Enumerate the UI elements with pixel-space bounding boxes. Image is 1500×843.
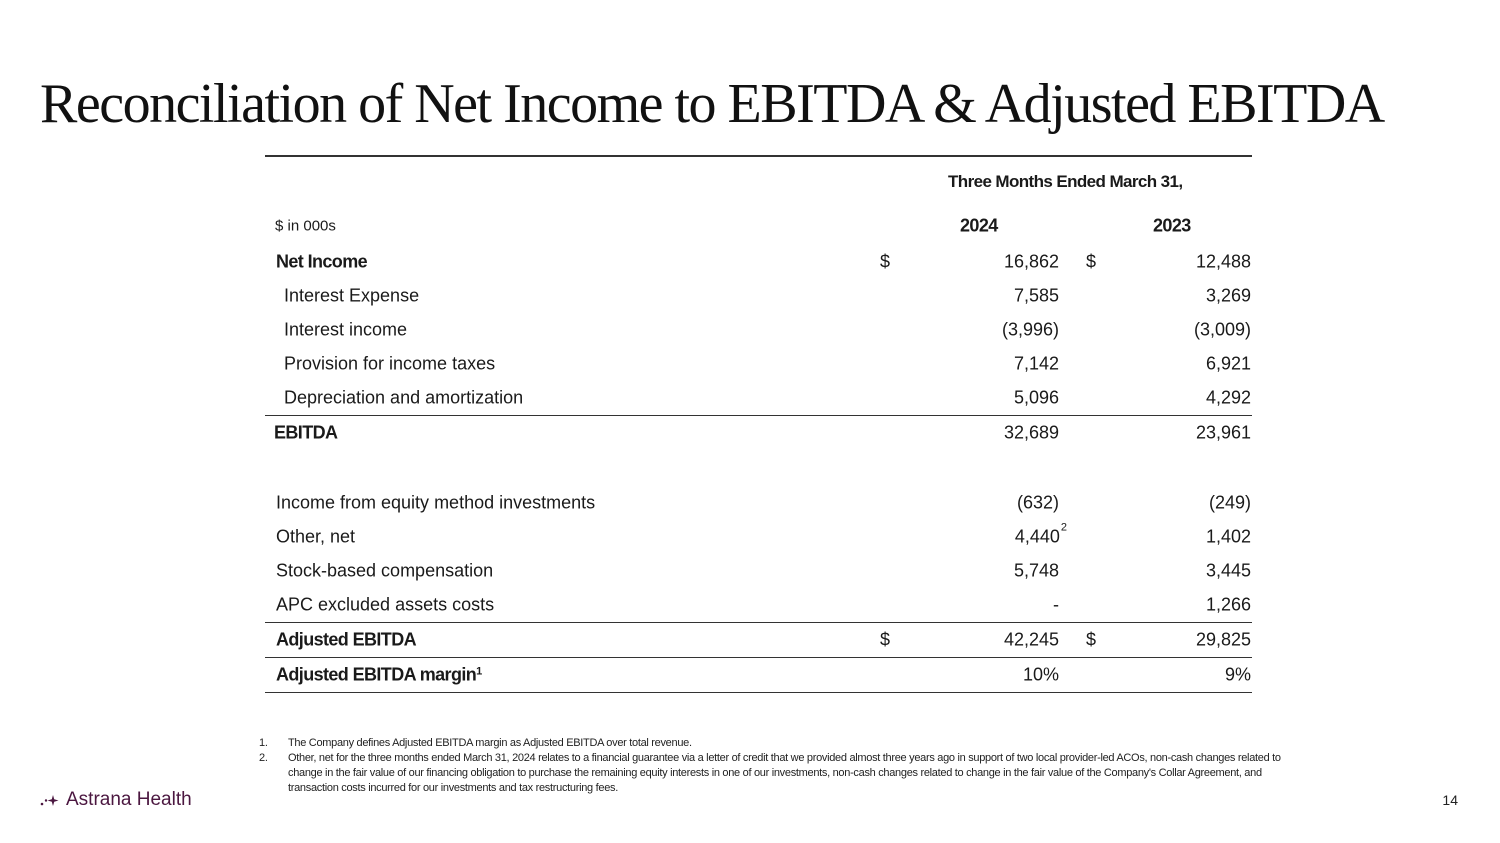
value-2024: 10% [1022,664,1059,685]
value-2024: 7,142 [1013,353,1059,374]
table-row-provision-taxes [265,347,1252,381]
currency-symbol: $ [1086,251,1097,272]
currency-symbol: $ [880,629,891,650]
value-2023: 1,402 [1205,526,1251,547]
table-row-interest-expense [265,279,1252,313]
table-row-adjusted-ebitda-margin [265,657,1252,693]
value-2024: 42,245 [1003,629,1059,650]
reconciliation-table [265,155,1252,693]
row-label: Depreciation and amortization [284,387,524,408]
table-row-stock-comp [265,554,1252,588]
page-number: 14 [1442,792,1458,808]
footnote-text: Other, net for the three months ended March 31, 2024 relates to a financial guarantee via a letter of credit that we provided almost three years ago in support of two local provider-led ACOs, non-cash changes related to change in the fair value of our financing obligation to purchase the remaining equity interests in one of our investments, non-cash changes related to change in the fair value of the Company's Collar Agreement, and transaction costs incurred for our investments and tax restructuring fees. [288,752,1281,794]
footnotes [259,736,1309,796]
row-label: EBITDA [274,422,338,443]
sparkle-dots-icon [40,793,60,807]
value-2023: 4,292 [1205,387,1251,408]
year-2023-header: 2023 [1153,215,1191,236]
row-label: Interest income [284,319,408,340]
logo-text: Astrana Health [66,789,192,810]
value-2024: (3,996) [1001,319,1059,340]
value-2024: - [1053,594,1059,615]
unit-label: $ in 000s [275,217,336,235]
value-2023: (3,009) [1193,319,1251,340]
value-2024: 7,585 [1013,285,1059,306]
row-label: Provision for income taxes [284,353,496,374]
value-2024: 16,862 [1003,251,1059,272]
table-row-apc-costs [265,588,1252,622]
table-row-other-net [265,520,1252,554]
value-2023: (249) [1208,492,1251,513]
table-row-interest-income [265,313,1252,347]
row-label: Net Income [276,251,368,272]
table-row-ebitda [265,415,1252,450]
label-text: Adjusted EBITDA margin [276,664,477,685]
footnote-number: 2. [259,752,268,764]
row-label [276,665,482,686]
footnote-1 [259,736,1309,751]
footnote-number: 1. [259,737,268,749]
row-label: Income from equity method investments [276,492,596,513]
value-2023: 29,825 [1195,629,1251,650]
table-row-depreciation [265,381,1252,415]
value-2024: 5,748 [1013,560,1059,581]
value-2024: (632) [1016,492,1059,513]
value-2024: 32,689 [1003,422,1059,443]
page-title: Reconciliation of Net Income to EBITDA & Adjusted EBITDA [40,73,1384,135]
value-2023: 23,961 [1195,422,1251,443]
table-spacer [265,450,1252,486]
value-2023: 12,488 [1195,251,1251,272]
currency-symbol: $ [1086,629,1097,650]
row-label: Other, net [276,526,356,547]
value-2024: 5,096 [1013,387,1059,408]
row-label: Interest Expense [284,285,420,306]
currency-symbol: $ [880,251,891,272]
footnote-marker: 1 [476,665,482,678]
footnote-text: The Company defines Adjusted EBITDA margin as Adjusted EBITDA over total revenue. [288,737,692,749]
year-header-row [265,207,1252,245]
period-header: Three Months Ended March 31, [948,172,1183,191]
footnote-marker: 2 [1060,521,1067,534]
footnote-2 [259,751,1309,796]
row-label: APC excluded assets costs [276,594,495,615]
table-row-net-income [265,245,1252,279]
period-header-row [265,157,1252,207]
year-2024-header: 2024 [960,215,998,236]
table-row-adjusted-ebitda [265,622,1252,657]
value-2023: 6,921 [1205,353,1251,374]
row-label: Adjusted EBITDA [276,629,417,650]
value-text: 4,440 [1014,526,1060,547]
value-2023: 3,269 [1205,285,1251,306]
row-label: Stock-based compensation [276,560,494,581]
value-2023: 3,445 [1205,560,1251,581]
value-2024 [1014,521,1067,548]
value-2023: 1,266 [1205,594,1251,615]
table-row-equity-income [265,486,1252,520]
company-logo [40,789,192,811]
value-2023: 9% [1224,664,1251,685]
